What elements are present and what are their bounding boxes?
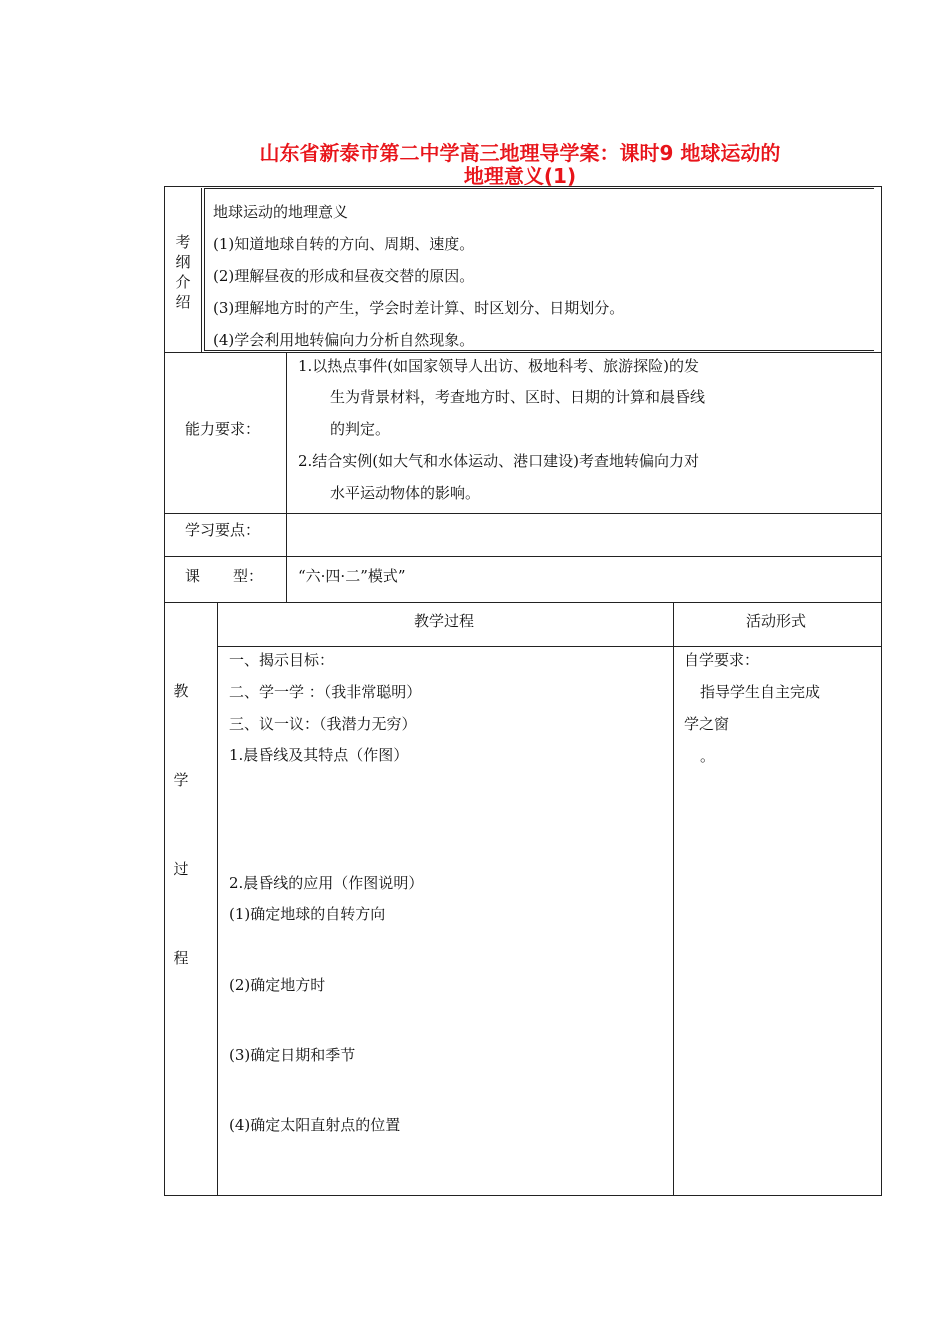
ability-label: 能力要求：	[185, 420, 261, 438]
teaching-step: (3)确定日期和季节	[229, 1046, 356, 1064]
teaching-label-char: 教	[173, 682, 189, 700]
lesson-type-label-b: 型：	[233, 567, 264, 585]
ability-line: 1.以热点事件(如国家领导人出访、极地科考、旅游探险)的发	[298, 357, 700, 375]
teaching-step: 三、议一议：（我潜力无穷）	[229, 715, 417, 733]
activity-line: 自学要求：	[684, 651, 760, 669]
document-title-line-2: 地理意义(1)	[463, 164, 577, 188]
syllabus-item: (4)学会利用地转偏向力分析自然现象。	[213, 331, 475, 349]
syllabus-label-char: 考	[175, 233, 191, 251]
syllabus-item: (1)知道地球自转的方向、周期、速度。	[213, 235, 475, 253]
teaching-step: 二、学一学 ：（我非常聪明）	[229, 683, 422, 701]
key-points-label: 学习要点：	[185, 521, 261, 539]
document-title-line-1: 山东省新泰市第二中学高三地理导学案：课时9 地球运动的	[259, 141, 781, 165]
teaching-label-char: 学	[173, 771, 189, 789]
activity-line: 。	[700, 747, 716, 765]
teaching-label-char: 程	[173, 949, 189, 967]
column-header-process: 教学过程	[414, 612, 475, 630]
teaching-step: 1.晨昏线及其特点（作图）	[229, 746, 409, 764]
activity-line: 指导学生自主完成	[700, 683, 821, 701]
syllabus-label-char: 纲	[175, 253, 191, 271]
ability-line: 的判定。	[330, 420, 391, 438]
teaching-step: 一、揭示目标：	[229, 651, 335, 669]
teaching-step: (4)确定太阳直射点的位置	[229, 1116, 401, 1134]
activity-line: 学之窗	[684, 715, 730, 733]
syllabus-item: (3)理解地方时的产生，学会时差计算、时区划分、日期划分。	[213, 299, 625, 317]
ability-line: 生为背景材料，考查地方时、区时、日期的计算和晨昏线	[330, 388, 706, 406]
syllabus-item: (2)理解昼夜的形成和昼夜交替的原因。	[213, 267, 475, 285]
syllabus-heading: 地球运动的地理意义	[213, 203, 349, 221]
ability-line: 水平运动物体的影响。	[330, 484, 481, 502]
syllabus-label-char: 绍	[175, 293, 191, 311]
teaching-step: (1)确定地球的自转方向	[229, 905, 386, 923]
lesson-type-value: “六·四·二”模式”	[298, 567, 406, 585]
teaching-step: 2.晨昏线的应用（作图说明）	[229, 874, 424, 892]
teaching-step: (2)确定地方时	[229, 976, 326, 994]
teaching-label-char: 过	[173, 860, 189, 878]
lesson-type-label-a: 课	[185, 567, 201, 585]
ability-line: 2.结合实例(如大气和水体运动、港口建设)考查地转偏向力对	[298, 452, 700, 470]
column-header-activity: 活动形式	[746, 612, 807, 630]
syllabus-label-char: 介	[175, 273, 191, 291]
